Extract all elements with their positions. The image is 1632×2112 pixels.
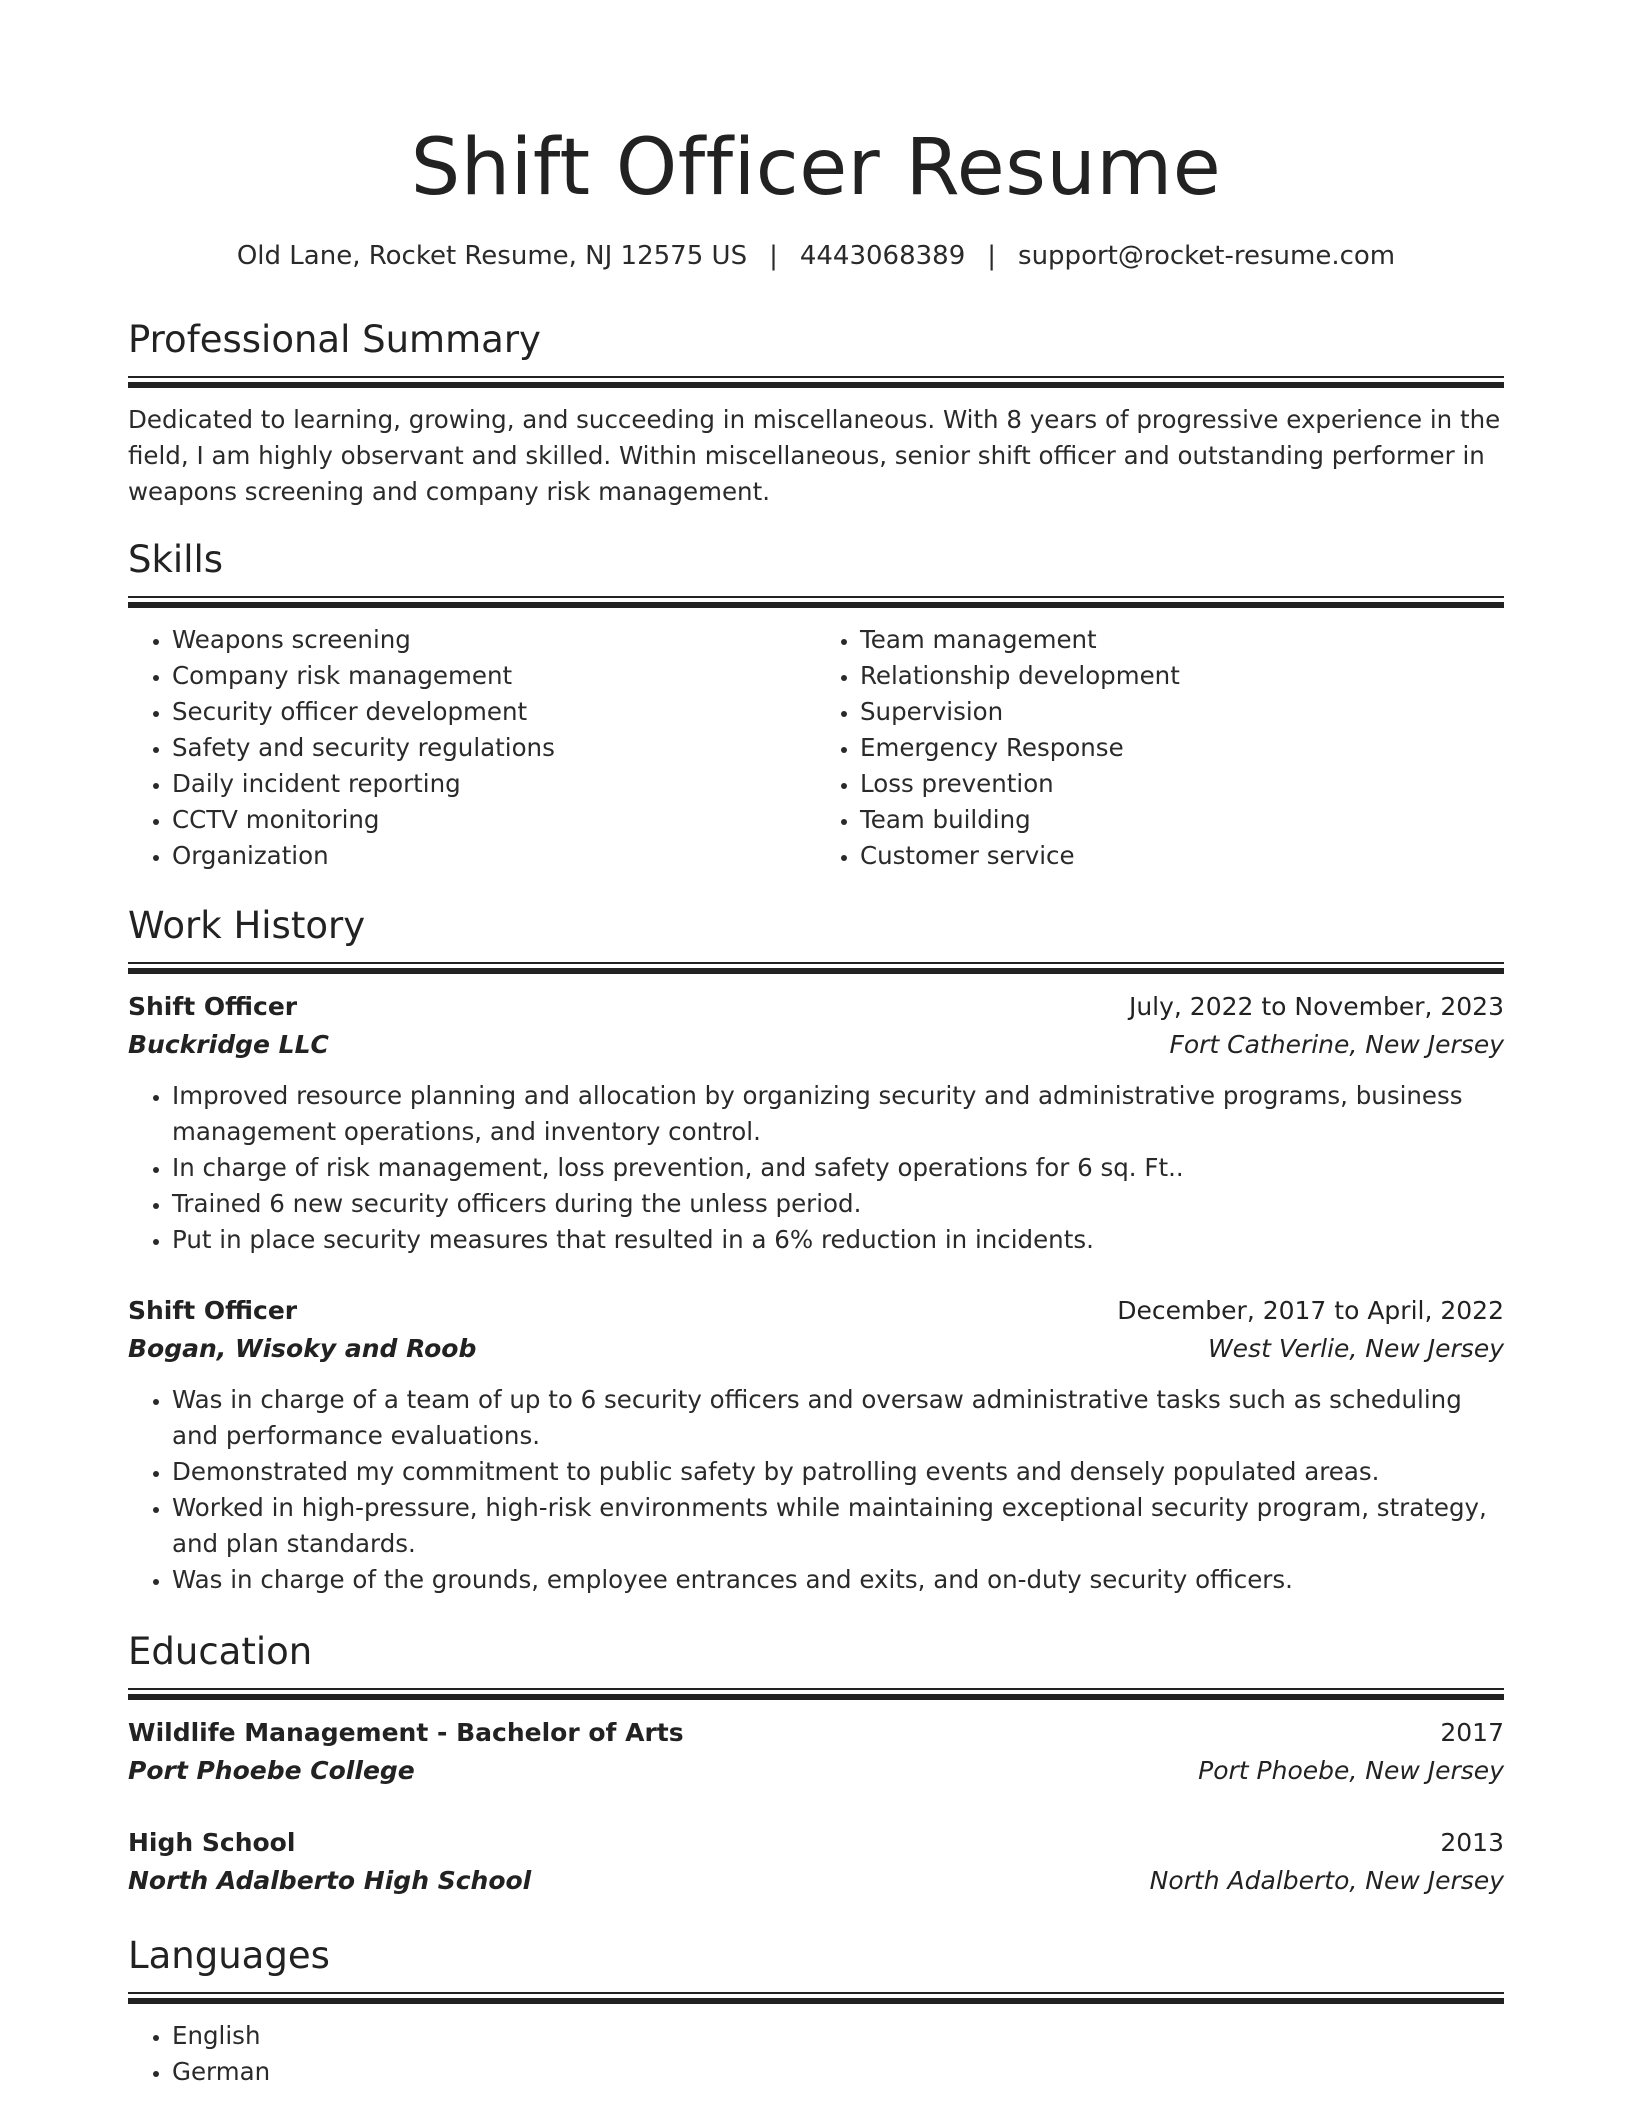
- contact-separator: |: [769, 241, 778, 271]
- education-heading: Education: [128, 1630, 313, 1673]
- job-bullet: • Demonstrated my commitment to public safety by patrolling events and densely populated areas.: [172, 1454, 1504, 1490]
- education-location: North Adalberto, New Jersey: [1149, 1866, 1504, 1895]
- skill-item: • Security officer development: [172, 694, 816, 730]
- skill-item: • Daily incident reporting: [172, 766, 816, 802]
- job-bullet: • In charge of risk management, loss prevention, and safety operations for 6 sq. Ft..: [172, 1150, 1504, 1186]
- skill-item: • Relationship development: [860, 658, 1504, 694]
- languages-heading: Languages: [128, 1934, 330, 1977]
- skill-item: • Team building: [860, 802, 1504, 838]
- resume-title: Shift Officer Resume: [410, 123, 1222, 213]
- skills-heading: Skills: [128, 538, 224, 581]
- job-dates: December, 2017 to April, 2022: [1117, 1296, 1504, 1325]
- skill-item: • Supervision: [860, 694, 1504, 730]
- skill-item: • Emergency Response: [860, 730, 1504, 766]
- skill-item: • Safety and security regulations: [172, 730, 816, 766]
- skills-list-right: [816, 622, 1504, 874]
- section-rule: [128, 962, 1504, 974]
- job-role: Shift Officer: [128, 1296, 298, 1325]
- job-bullet: • Was in charge of the grounds, employee entrances and exits, and on-duty security officers.: [172, 1562, 1504, 1598]
- job-location: West Verlie, New Jersey: [1207, 1334, 1504, 1363]
- education-degree: Wildlife Management - Bachelor of Arts: [128, 1718, 684, 1747]
- skill-item: • Weapons screening: [172, 622, 816, 658]
- skill-item: • CCTV monitoring: [172, 802, 816, 838]
- languages-list: [128, 2018, 1504, 2090]
- language-item: • English: [172, 2018, 1504, 2054]
- education-entry: [128, 1824, 1504, 1900]
- section-rule: [128, 376, 1504, 388]
- job-company: Buckridge LLC: [128, 1030, 329, 1059]
- education-school: North Adalberto High School: [128, 1866, 532, 1895]
- job-location: Fort Catherine, New Jersey: [1169, 1030, 1504, 1059]
- section-rule: [128, 1688, 1504, 1700]
- languages-section: [128, 1932, 1504, 2090]
- skills-list-left: [128, 622, 816, 874]
- job-entry: [128, 988, 1504, 1258]
- job-bullet: • Worked in high-pressure, high-risk environments while maintaining exceptional security program, strategy, and plan standards.: [172, 1490, 1504, 1562]
- skills-section: [128, 536, 1504, 874]
- job-role: Shift Officer: [128, 992, 298, 1021]
- education-year: 2013: [1440, 1828, 1504, 1857]
- skill-item: • Team management: [860, 622, 1504, 658]
- job-bullets: [128, 1382, 1504, 1598]
- job-bullet: • Trained 6 new security officers during the unless period.: [172, 1186, 1504, 1222]
- summary-heading: Professional Summary: [128, 318, 541, 361]
- job-entry: [128, 1292, 1504, 1598]
- skill-item: • Customer service: [860, 838, 1504, 874]
- job-bullet: • Improved resource planning and allocation by organizing security and administrative programs, business management operations, and inventory control.: [172, 1078, 1504, 1150]
- summary-text: Dedicated to learning, growing, and succeeding in miscellaneous. With 8 years of progressive experience in the field, I am highly observant and skilled. Within miscellaneous, senior shift officer and outstanding performer in weapons screening and company risk management.: [128, 405, 1501, 506]
- skill-item: • Company risk management: [172, 658, 816, 694]
- job-bullets: [128, 1078, 1504, 1258]
- education-year: 2017: [1440, 1718, 1504, 1747]
- skills-grid: [128, 622, 1504, 874]
- contact-phone: 4443068389: [799, 241, 966, 271]
- contact-line: [0, 238, 1632, 274]
- education-school: Port Phoebe College: [128, 1756, 415, 1785]
- skill-item: • Organization: [172, 838, 816, 874]
- education-entry: [128, 1714, 1504, 1790]
- section-rule: [128, 596, 1504, 608]
- job-dates: July, 2022 to November, 2023: [1128, 992, 1504, 1021]
- job-company: Bogan, Wisoky and Roob: [128, 1334, 477, 1363]
- work-heading: Work History: [128, 904, 366, 947]
- job-bullet: • Put in place security measures that resulted in a 6% reduction in incidents.: [172, 1222, 1504, 1258]
- contact-address: Old Lane, Rocket Resume, NJ 12575 US: [236, 241, 748, 271]
- language-item: • German: [172, 2054, 1504, 2090]
- summary-section: [128, 316, 1504, 510]
- contact-email: support@rocket-resume.com: [1018, 241, 1396, 271]
- education-degree: High School: [128, 1828, 296, 1857]
- education-section: [128, 1628, 1504, 1900]
- work-section: [128, 902, 1504, 1598]
- education-location: Port Phoebe, New Jersey: [1198, 1756, 1504, 1785]
- skill-item: • Loss prevention: [860, 766, 1504, 802]
- contact-separator: |: [987, 241, 997, 271]
- job-bullet: • Was in charge of a team of up to 6 security officers and oversaw administrative tasks such as scheduling and performance evaluations.: [172, 1382, 1504, 1454]
- section-rule: [128, 1992, 1504, 2004]
